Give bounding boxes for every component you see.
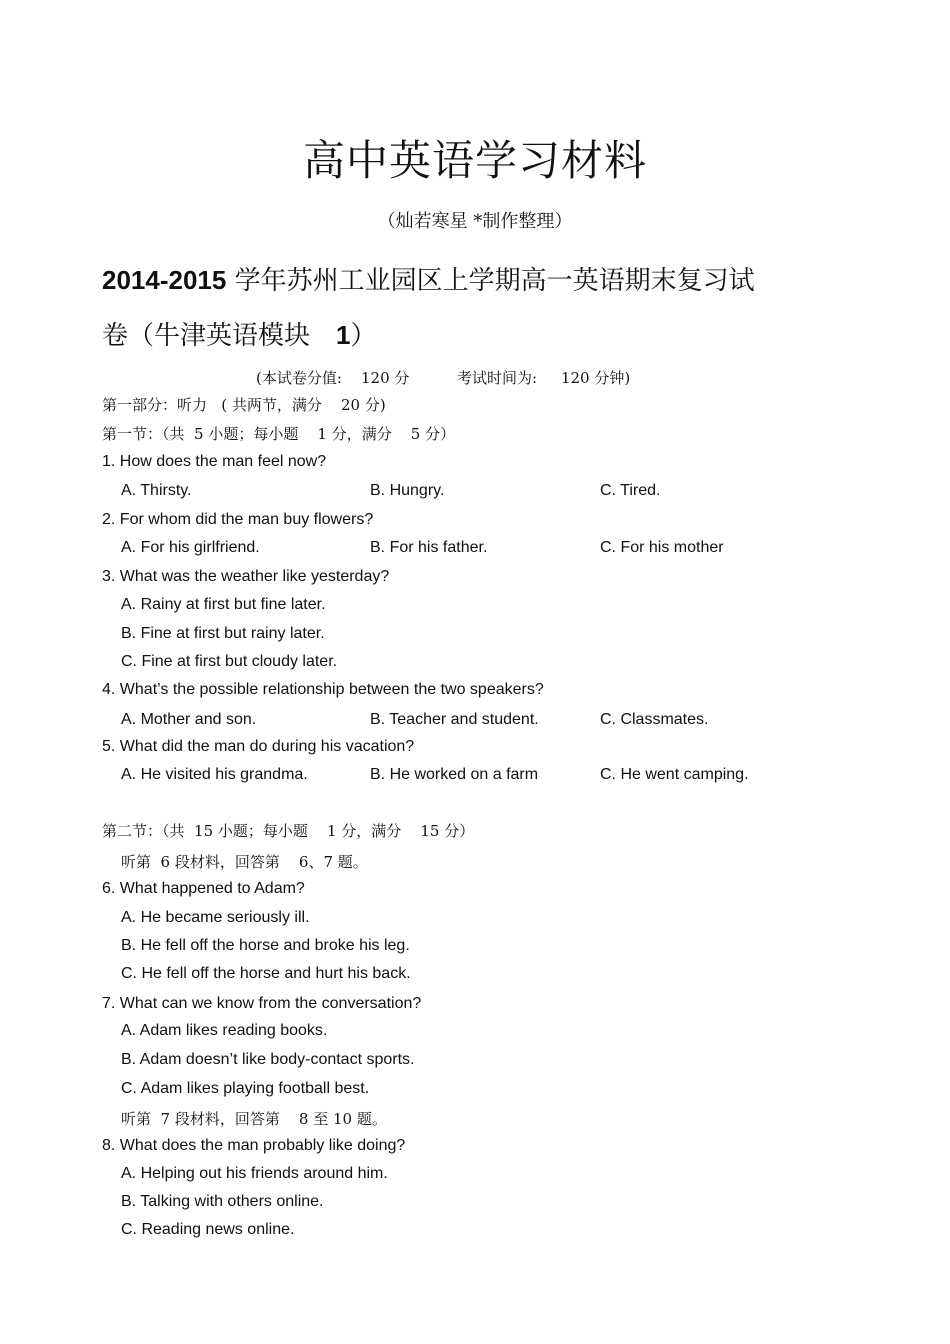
question-5-option-a: A. He visited his grandma. (121, 766, 308, 783)
exam-title-end: ） (350, 321, 377, 351)
question-2-option-a: A. For his girlfriend. (121, 539, 260, 556)
question-3-option-a: A. Rainy at first but fine later. (121, 596, 326, 613)
exam-title-rest: 学年苏州工业园区上学期高一英语期末复习试 (226, 266, 755, 296)
question-3-option-c: C. Fine at first but cloudy later. (121, 653, 338, 670)
question-6-option-b: B. He fell off the horse and broke his leg. (121, 937, 410, 954)
section-one-heading: 第一节：（共 5 小题；每小题 1 分，满分 5 分） (102, 425, 456, 443)
exam-title-start: 卷（牛津英语模块 (102, 321, 311, 351)
question-8: 8. What does the man probably like doing? (102, 1137, 406, 1154)
question-4-option-a: A. Mother and son. (121, 711, 257, 728)
section-two-heading: 第二节：（共 15 小题；每小题 1 分，满分 15 分） (102, 822, 475, 840)
part-one-heading: 第一部分：听力 ( 共两节，满分 20 分) (102, 396, 386, 414)
question-7-option-c: C. Adam likes playing football best. (121, 1080, 370, 1097)
question-4: 4. What’s the possible relationship between the two speakers? (102, 681, 544, 698)
question-7: 7. What can we know from the conversation? (102, 995, 422, 1012)
question-4-option-c: C. Classmates. (600, 711, 709, 728)
section-two-instruction-1: 听第 6 段材料，回答第 6、7 题。 (121, 853, 368, 871)
question-6: 6. What happened to Adam? (102, 880, 305, 897)
question-5-option-b: B. He worked on a farm (370, 766, 539, 783)
question-2-option-c: C. For his mother (600, 539, 724, 556)
question-5-option-c: C. He went camping. (600, 766, 749, 783)
exam-title-line-1 (102, 260, 802, 297)
question-7-option-b: B. Adam doesn’t like body-contact sports. (121, 1051, 415, 1068)
question-2-option-b: B. For his father. (370, 539, 488, 556)
question-8-option-b: B. Talking with others online. (121, 1193, 324, 1210)
question-1-option-c: C. Tired. (600, 482, 661, 499)
exam-title-line-2 (102, 315, 802, 352)
question-8-option-c: C. Reading news online. (121, 1221, 295, 1238)
question-5: 5. What did the man do during his vacation? (102, 738, 415, 755)
question-6-option-c: C. He fell off the horse and hurt his back. (121, 965, 411, 982)
question-1-option-a: A. Thirsty. (121, 482, 192, 499)
page-title: 高中英语学习材料 (302, 136, 647, 185)
question-8-option-a: A. Helping out his friends around him. (121, 1165, 388, 1182)
exam-year: 2014-2015 (102, 265, 227, 295)
question-7-option-a: A. Adam likes reading books. (121, 1022, 328, 1039)
question-2: 2. For whom did the man buy flowers? (102, 511, 374, 528)
score-info: (本试卷分值: 120 分 考试时间为: 120 分钟) (256, 369, 631, 387)
question-4-option-b: B. Teacher and student. (370, 711, 539, 728)
question-6-option-a: A. He became seriously ill. (121, 909, 310, 926)
question-1-option-b: B. Hungry. (370, 482, 445, 499)
question-3-option-b: B. Fine at first but rainy later. (121, 625, 325, 642)
question-3: 3. What was the weather like yesterday? (102, 568, 390, 585)
page-subtitle: （灿若寒星 *制作整理） (377, 211, 573, 232)
question-1: 1. How does the man feel now? (102, 453, 327, 470)
exam-module-number: 1 (336, 320, 351, 350)
section-two-instruction-2: 听第 7 段材料，回答第 8 至 10 题。 (121, 1110, 387, 1128)
